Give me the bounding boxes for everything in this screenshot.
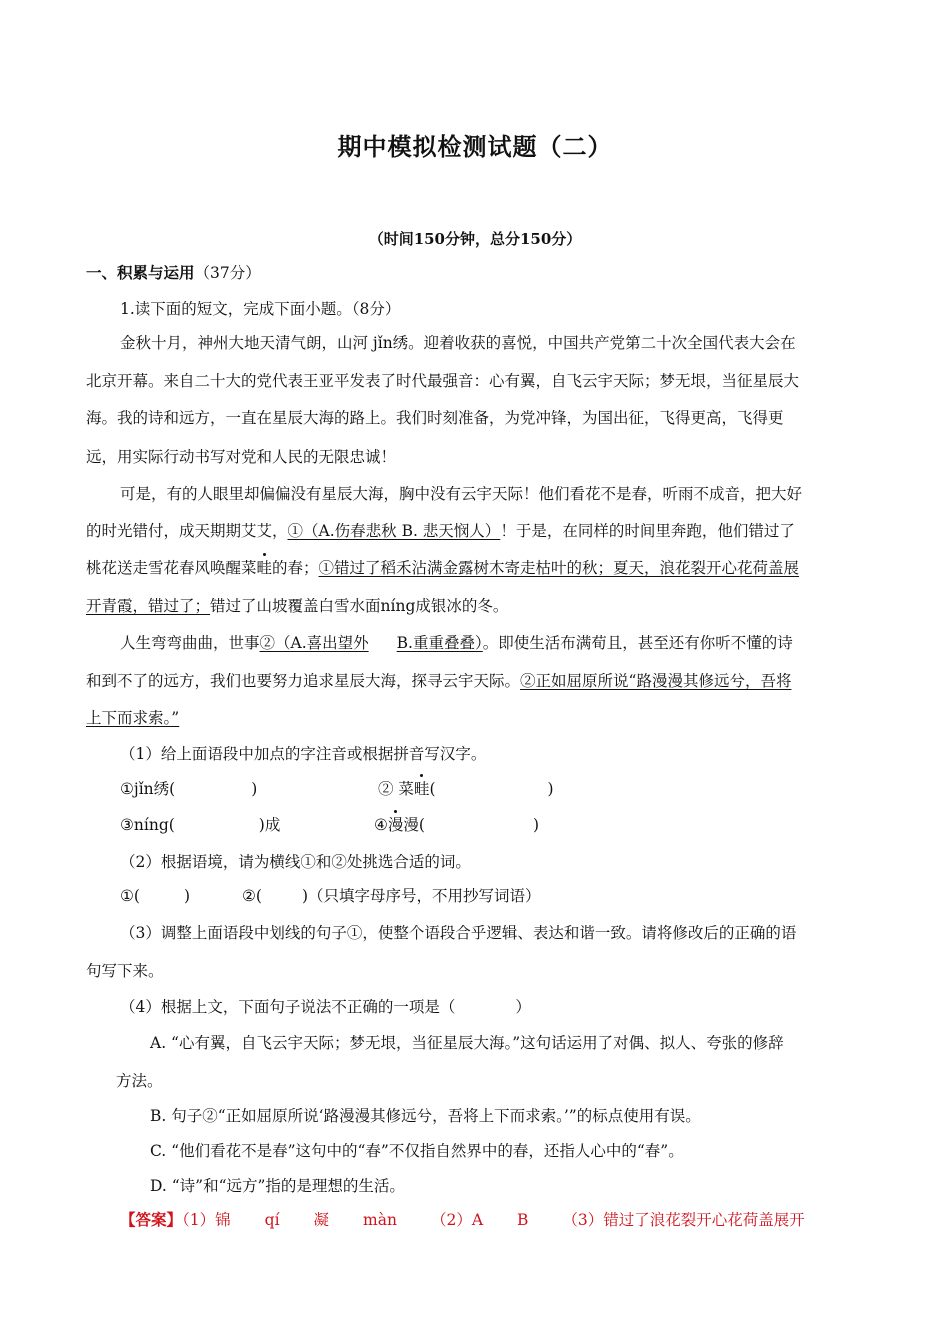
- blank-label: (: [429, 780, 436, 798]
- answer-part: （2）A: [430, 1211, 484, 1229]
- subquestion-3-stem: （3）调整上面语段中划线的句子①，使整个语段合乎逻辑、表达和谐一致。请将修改后的正确的语: [120, 924, 797, 942]
- dotted-character: 畦: [256, 559, 273, 577]
- choice-d: D. “诗”和“远方”指的是理想的生活。: [150, 1177, 405, 1195]
- answer-part: （3）错过了浪花裂开心花荷盖展开: [562, 1211, 805, 1229]
- subquestion-3-stem-cont: 句写下来。: [86, 962, 164, 980]
- answer-blank-row: [120, 815, 280, 835]
- blank-close: ): [183, 887, 191, 905]
- blank-close: )（只填字母序号，不用抄写词语）: [301, 887, 541, 905]
- answer-part: qí: [264, 1211, 280, 1229]
- blank-label: ①jǐn绣(: [120, 780, 176, 798]
- stem-text: （4）根据上文，下面句子说法不正确的一项是（: [120, 998, 456, 1016]
- option-b: B.重重叠叠）: [396, 634, 483, 652]
- passage-text: 。即使生活布满荀且，甚至还有你听不懂的诗: [482, 634, 793, 652]
- passage-text: 桃花送走雪花春风唤醒菜: [86, 559, 257, 577]
- section-heading: [86, 263, 261, 283]
- blank-close: ): [251, 780, 258, 798]
- blank-label: ② 菜: [378, 780, 414, 798]
- passage-text: 人生弯弯曲曲，世事: [120, 634, 260, 652]
- subquestion-2-stem: （2）根据语境，请为横线①和②处挑选合适的词。: [120, 853, 471, 871]
- answer-blank-row: [120, 886, 541, 906]
- blank-close: ）: [515, 998, 531, 1016]
- passage-line: [86, 671, 791, 691]
- choice-a: A. “心有翼，自飞云宇天际；梦无垠，当征星辰大海。”这句话运用了对偶、拟人、夸张的修辞: [150, 1034, 784, 1052]
- answer-tag: 【答案】: [120, 1210, 183, 1229]
- passage-text: 错过了山坡覆盖白雪水面níng成银冰的冬。: [210, 597, 509, 615]
- underlined-sentence-1: ①错过了稻禾沾满金露树木寄走枯叶的秋；夏天，浪花裂开心花荷盖展: [318, 559, 800, 577]
- page-title: 期中模拟检测试题（二）: [337, 132, 613, 161]
- answer-part: 凝: [313, 1211, 330, 1229]
- passage-text: 和到不了的远方，我们也要努力追求星辰大海，探寻云宇天际。: [86, 672, 521, 690]
- blank-label: 漫(: [403, 816, 425, 834]
- blank-label: ④: [374, 816, 388, 834]
- underlined-sentence-2: ②正如屈原所说“路漫漫其修远兮，吾将: [520, 672, 792, 690]
- section-title: 一、积累与运用: [86, 263, 195, 282]
- passage-line: [86, 708, 179, 728]
- blank-label: ③níng(: [120, 816, 175, 834]
- passage-line: 海。我的诗和远方，一直在星辰大海的路上。我们时刻准备，为党冲锋，为国出征，飞得更高，飞得更: [86, 409, 784, 427]
- exam-info: （时间150分钟，总分150分）: [368, 230, 582, 248]
- answer-part: （1）锦: [182, 1211, 231, 1229]
- blank-close: ): [532, 816, 540, 834]
- passage-text: ！于是，在同样的时间里奔跑，他们错过了: [500, 522, 795, 540]
- dotted-character: 漫: [387, 816, 404, 834]
- passage-line: [86, 558, 799, 578]
- subquestion-1-stem: （1）给上面语段中加点的字注音或根据拼音写汉字。: [120, 745, 487, 763]
- blank-label: ②(: [242, 887, 262, 905]
- passage-line: 远，用实际行动书写对党和人民的无限忠诚！: [86, 448, 397, 466]
- answer-key: [120, 1210, 805, 1230]
- question-1-stem: 1.读下面的短文，完成下面小题。（8分）: [120, 300, 401, 318]
- passage-line: 金秋十月，神州大地天清气朗，山河 jǐn绣。迎着收获的喜悦，中国共产党第二十次全国代表大会在: [120, 334, 796, 352]
- passage-line: 可是，有的人眼里却偏偏没有星辰大海，胸中没有云宇天际！他们看花不是春，听雨不成音，把大好: [120, 485, 803, 503]
- blank-label: ①(: [120, 887, 140, 905]
- choice-c: C. “他们看花不是春”这句中的“春”不仅指自然界中的春，还指人心中的“春”。: [150, 1142, 684, 1160]
- passage-text: 的春；: [272, 559, 319, 577]
- blank-close: ): [547, 780, 554, 798]
- choice-a-cont: 方法。: [116, 1072, 163, 1090]
- answer-blank-row: [120, 779, 257, 799]
- answer-part: B: [517, 1211, 529, 1229]
- blank-1-options: ①（A.伤春悲秋 B. 悲天悯人）: [287, 522, 501, 540]
- answer-blank-row: [374, 815, 539, 835]
- option-a: ②（A.喜出望外: [259, 634, 369, 652]
- blank-close: )成: [258, 816, 281, 834]
- subquestion-4-stem: [120, 997, 531, 1017]
- answer-part: màn: [363, 1211, 397, 1229]
- dotted-character: 畦: [413, 780, 430, 798]
- blank-2-options: [260, 634, 483, 652]
- passage-line: [86, 596, 508, 616]
- passage-line: 北京开幕。来自二十大的党代表王亚平发表了时代最强音：心有翼，自飞云宇天际；梦无垠，当征星辰大: [86, 372, 800, 390]
- choice-b: B. 句子②“正如屈原所说‘路漫漫其修远兮，吾将上下而求索。’”的标点使用有误。: [150, 1107, 701, 1125]
- underlined-sentence-2-end: 上下而求索。”: [86, 709, 180, 727]
- passage-line: [86, 521, 795, 541]
- answer-blank-row: [378, 779, 554, 799]
- section-score: （37分）: [194, 264, 261, 282]
- passage-text: 的时光错付，成天期期艾艾，: [86, 522, 288, 540]
- passage-line: [120, 633, 793, 653]
- underlined-sentence-1-end: 开青霞，错过了；: [86, 597, 211, 615]
